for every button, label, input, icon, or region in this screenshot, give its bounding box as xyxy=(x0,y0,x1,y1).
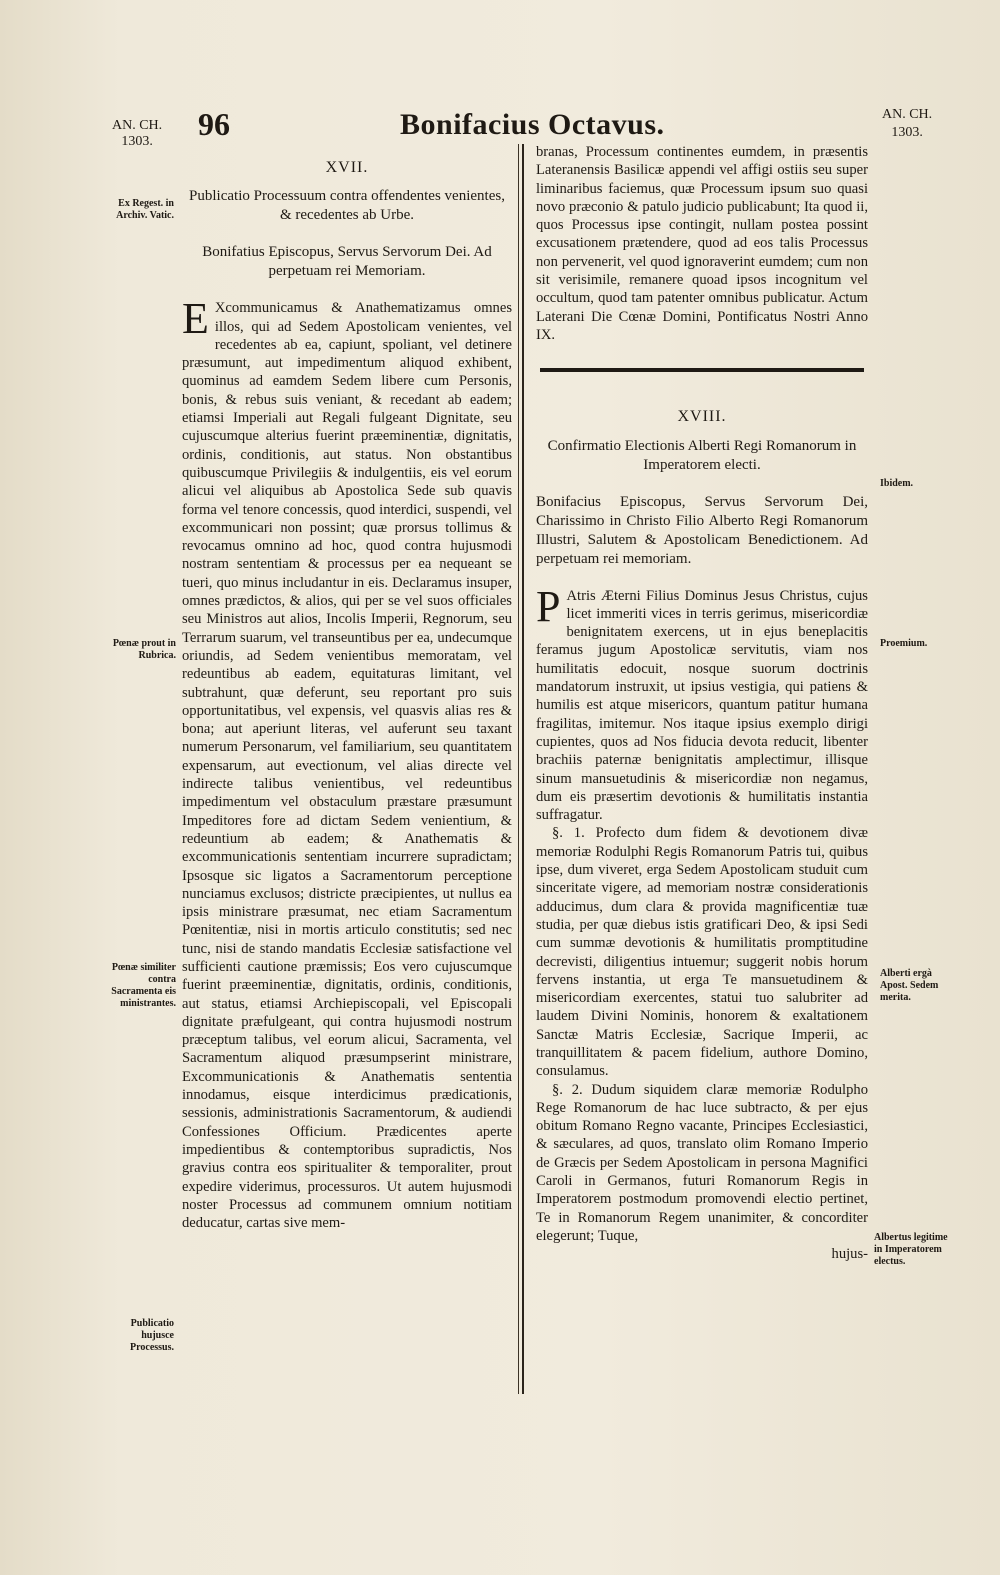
paragraph-section-1: §. 1. Profecto dum fidem & devotionem divæ memoriæ Rodulphi Regis Romanorum Patris tui, quibus ipse, dum viveret, erga Sedem Apostolicam studuit cum sinceritate vigere, ad memoriam nostræ considerationis adducimus, dum clara & provida magnificentiæ tuæ studia, per quæ diebus istis gratificari Deo, & ipsi Sedi cum summæ devotionis & humilitatis promptitudine decrevisti, diligentius intuemur; suggerit nobis horum fervens instantia, ut erga Te mansuetudinem & misericordiam exercentes, statui tuo salubriter ad laudem Divini Nominis, honorem & exaltationem Sanctæ Matris Ecclesiæ, Sacrique Imperii, ac tranquillitatem & pacem fidelium, authore Domino, consulamus. xyxy=(536,825,868,1080)
page-number: 96 xyxy=(198,106,230,142)
section-number-xviii: XVIII. xyxy=(677,408,727,426)
body-text-xvii xyxy=(182,294,512,1232)
header-year-right xyxy=(882,106,932,142)
salutation-xvii: Bonifatius Episcopus, Servus Servorum Dei. Ad perpetuam rei Memoriam. xyxy=(202,244,492,280)
left-column xyxy=(182,155,512,1232)
column-divider-thin xyxy=(518,144,519,1394)
header-year-value-left: 1303. xyxy=(121,134,153,149)
body-text-xviii xyxy=(536,581,868,825)
section-caption-xviii: Confirmatio Electionis Alberti Regi Romanorum in Imperatorem electi. xyxy=(547,437,857,473)
section-caption-xvii: Publicatio Processuum contra offendentes venientes, & recedentes ab Urbe. xyxy=(189,188,505,224)
margin-note-penalties: Pœnæ prout in Rubrica. xyxy=(112,638,176,661)
body-text-xvii-content: Xcommunicamus & Anathematizamus omnes illos, qui ad Sedem Apostolicam venientes, vel recedentes ab ea, capiunt, spoliant, vel detinere præsumunt, aut impedimentum aliquod exhibent, quominus ad eamdem Sedem libere cum Personis, bonis, & rebus suis veniant, & recedant ab eadem; etiamsi Imperiali aut Regali fulgeant Dignitate, seu cujuscumque alterius fuerint præeminentiæ, dignitatis, ordinis, conditionis, aut status. Non obstantibus quibuscumque Privilegiis & indulgentiis, eis vel eorum alicui vel aliquibus ab Apostolica Sede sub quavis forma vel tenore concessis, quod interdici, suspendi, vel excommunicari non possint; quæ prorsus tollimus & revocamus omnino ad hoc, quod contra hujusmodi nostram sententiam & processus per ea nequeant se tueri, quo minus includantur in eis. Declaramus insuper, omnes prædictos, & alios, qui per se vel suos officiales seu Ministros aut alios, Incolis Imperii, Regnorum, seu Terrarum suarum, vel transeuntibus per ea, undecumque oriundis, ad Sedem venientibus memoratam, vel redeuntibus ab eadem, equitaturas limitant, vel subtrahunt, quæ deferunt, seu reportant pro suis opportunitatibus, vel expensis, vel quasvis alias res & bona; aut aperiunt literas, vel auferunt seu taxant numerum Personarum, vel familiarium, seu quantitatem expensarum, aut evectionum, vel alias directe vel indirecte talibus venientibus, vel redeuntibus impedimentum vel obstaculum præstare præsumunt Impeditores fore ad dictam Sedem venientium, & redeuntium ab eadem; & Anathematis & excommunicationis sententiam incurrere supradictam; Ipsosque sic ligatos a Sacramentorum perceptione nunciamus exclusos; districte præcipientes, ut nullus ea ipsis ministrare præsumat, nec etiam Sacramentum Pœnitentiæ, nisi in mortis articulo constitutis; sed nec tunc, nisi de stando mandatis Ecclesiæ satisfactione vel sufficienti cautione præmissis; Eos vero cujuscumque fuerint præeminentiæ, dignitatis, ordinis, conditionis, aut status, etiamsi Archiepiscopali, vel Episcopali dignitate præfulgeant, qui contra hujusmodi nostrum præceptum talibus, vel eorum alicui, Sacramenta, vel Sacramentum aliquod præsumpserint ministrare, Excommunicationis & Anathematis sententia innodamus, eisque interdicimus prædicationis, sessionis, administrationis Sacramentorum, & audiendi Confessiones Officium. Prædicentes aperte impedientibus & contemptoribus supradictis, Nos gravius contra eos spiritualiter & temporaliter, prout expedire viderimus, processuros. Ut autem hujusmodi noster Processus ad communem omnium notitiam deducatur, cartas sive mem- xyxy=(182,300,512,1232)
drop-cap-p: P xyxy=(536,581,561,631)
body-text-xviii-content: Atris Æterni Filius Dominus Jesus Christus, cujus licet immeriti vices in terris gerimus, misericordiæ benignitatem exercens, ut in ejus beneplacitis feramus jugum Apostolicæ servitutis, viam nos humilitatis edocuit, nosque suorum doctrinis mandatorum instruxit, ut ipsius vestigia, qui patiens & humilis est atque misericors, quantum patitur humana fragilitas, imitemur. Nos itaque ipsius exemplo dirigi cupientes, quos ad Nos fiducia devota reducit, libenter brachiis paternæ benignitatis amplectimur, illisque sinum mansuetudinis & misericordiæ non negamus, dum eis præsertim devotionis & humilitatis instantia suffragatur. xyxy=(536,587,868,824)
margin-note-source: Ex Regest. in Archiv. Vatic. xyxy=(116,198,174,221)
section-number-xvii: XVII. xyxy=(325,159,369,176)
header-year-left xyxy=(112,118,162,150)
salutation-xviii: Bonifacius Episcopus, Servus Servorum Dei, Charissimo in Christo Filio Alberto Regi Romanorum Illustri, Salutem & Apostolicam Benedictionem. Ad perpetuam rei memoriam. xyxy=(536,493,868,567)
header-year-value-right: 1303. xyxy=(891,125,923,140)
right-column xyxy=(536,143,868,1264)
margin-note-proemium: Proemium. xyxy=(880,638,928,649)
running-title: Bonifacius Octavus. xyxy=(400,108,665,141)
continuation-text: branas, Processum continentes eumdem, in præsentis Lateranensis Basilicæ appendi vel affigi ostiis seu super liminaribus faciemus, quæ Processum ipsum suo quasi novo præconio & patulo judicio publicabunt; Ita quod ii, quos Processus ipse contingit, nullam postea possint excusationem prætendere, quod ad eos talis Processus non pervenerit, vel quod ignoraverint eumdem; cum non sit verisimile, remanere quoad ipsos incognitum vel occultum, quod tam patenter omnibus publicatur. Actum Laterani Die Cœnæ Domini, Pontificatus Nostri Anno IX. xyxy=(536,144,868,343)
paragraph-section-2: §. 2. Dudum siquidem claræ memoriæ Rodulpho Rege Romanorum de hac luce subtracto, & per ejus obitum Romano Regno vacante, Principes Ecclesiastici, & sæculares, ad quos, translato olim Romano Imperio de Græcis per Sedem Apostolicam in persona Magnifici Caroli in Germanos, futuri Romanorum Regis in Imperatorem postmodum promovendi electio pertinet, Te in Romanorum Regem unanimiter, & concorditer elegerunt; Tuque, xyxy=(536,1081,868,1244)
header-year-label-right: AN. CH. xyxy=(882,107,933,122)
margin-note-publication: Publicatio hujusce Processus. xyxy=(130,1318,174,1353)
column-divider xyxy=(522,144,524,1394)
section-separator-rule xyxy=(540,368,864,372)
catchword: hujus- xyxy=(831,1246,868,1263)
drop-cap-e: E xyxy=(182,294,209,344)
margin-note-alberti-merits: Alberti ergà Apost. Sedem merita. xyxy=(880,968,939,1003)
margin-note-penalties-ministers: Pœnæ similiter contra Sacramenta eis ministrantes. xyxy=(111,962,176,1009)
margin-note-albertus-elected: Albertus legitime in Imperatorem electus. xyxy=(874,1232,948,1267)
margin-note-ibidem: Ibidem. xyxy=(880,478,914,489)
header-year-label-left: AN. CH. xyxy=(112,118,163,133)
